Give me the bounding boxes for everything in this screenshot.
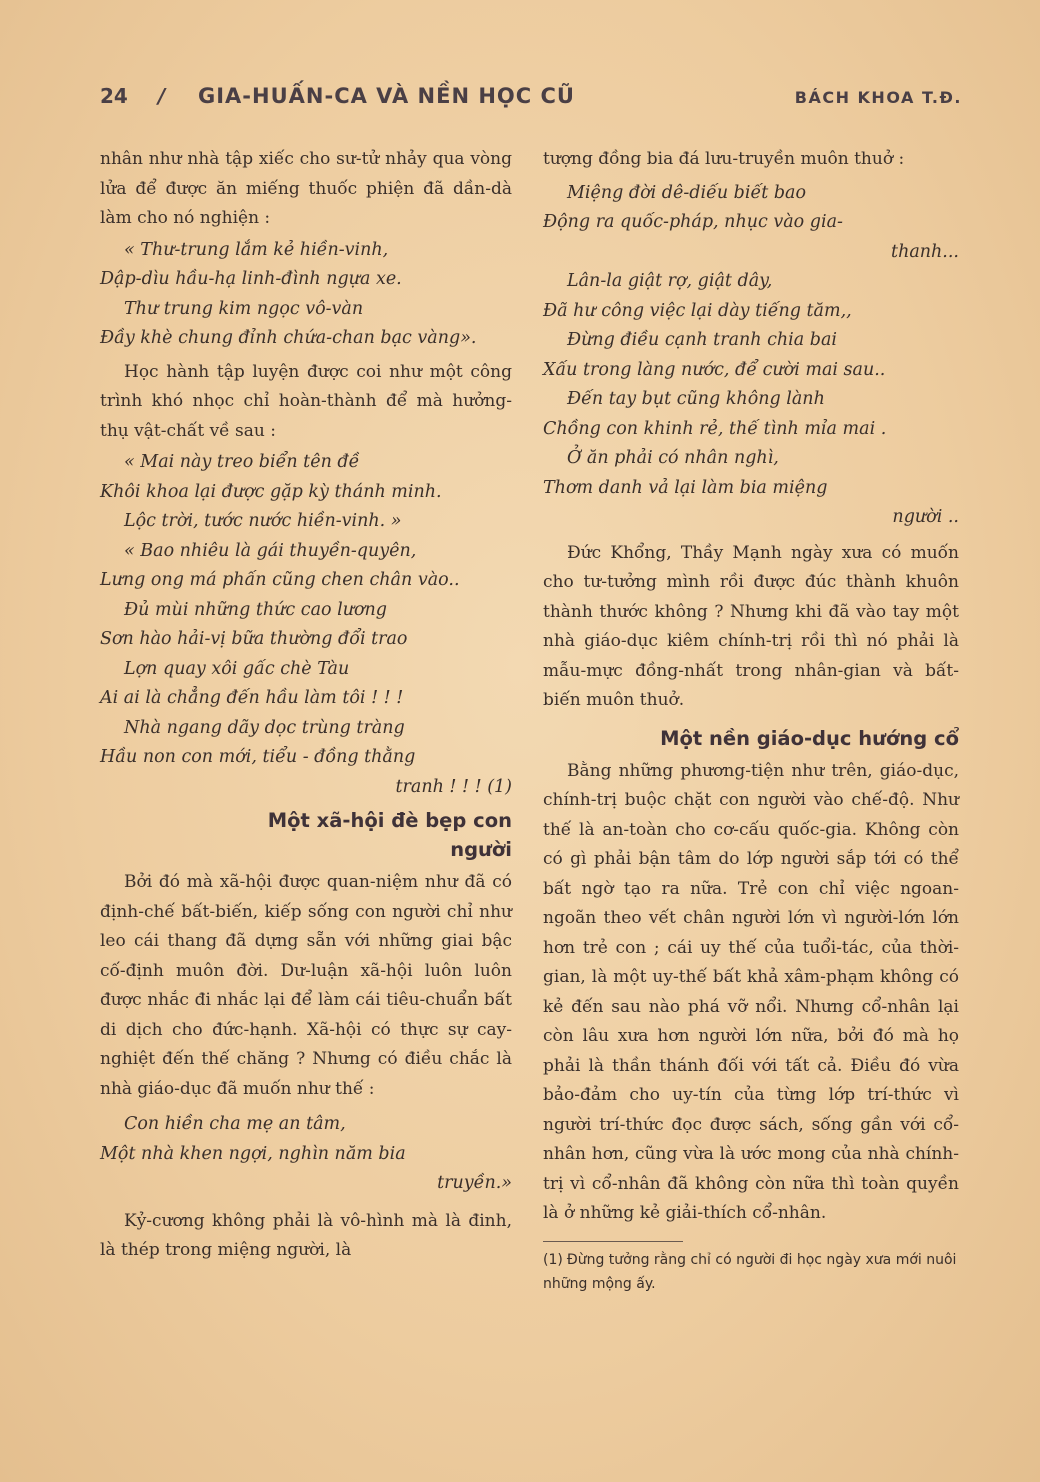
verse-line: Lộc trời, tước nước hiền-vinh. » bbox=[124, 511, 402, 531]
left-column bbox=[100, 145, 512, 1266]
verse-line: « Bao nhiêu là gái thuyền-quyên, bbox=[124, 540, 417, 561]
article-title: GIA-HUẤN-CA VÀ NỀN HỌC CŨ bbox=[198, 84, 575, 108]
verse-line: Ai ai là chẳng đến hầu làm tôi ! ! ! bbox=[100, 688, 404, 708]
verse-block bbox=[100, 448, 512, 802]
verse-line: thanh... bbox=[891, 241, 959, 262]
verse-line: Chồng con khinh rẻ, thế tình mỉa mai . bbox=[543, 418, 887, 439]
verse-line: Xấu trong làng nước, để cười mai sau.. bbox=[543, 359, 886, 380]
verse-line: Đã hư công việc lại dày tiếng tăm,, bbox=[543, 300, 852, 321]
verse-line: Miệng đời dê-diếu biết bao bbox=[567, 182, 807, 203]
verse-line: Nhà ngang dãy dọc trùng tràng bbox=[124, 717, 405, 738]
verse-line: « Mai này treo biển tên đề bbox=[124, 452, 360, 472]
verse-line: Ở ăn phải có nhân nghì, bbox=[567, 448, 779, 468]
verse-line: Thư trung kim ngọc vô-vàn bbox=[124, 298, 364, 319]
verse-line: Lợn quay xôi gấc chè Tàu bbox=[124, 658, 350, 679]
verse-block bbox=[100, 236, 512, 354]
paragraph: tượng đồng bia đá lưu-truyền muôn thuở : bbox=[543, 149, 905, 169]
paragraph: Bằng những phương-tiện như trên, giáo-dục, chính-trị buộc chặt con người vào chế-độ. Như thế là an-toàn cho cơ-cấu quốc-gia. Không còn có gì phải bận tâm do lớp người sắp tới có thể bất ngờ tạo ra nữa. Trẻ con chỉ việc ngoan-ngoãn theo vết chân người lớn vì người-lớn lớn hơn trẻ con ; cái uy thế của tuổi-tác, của thời-gian, là một uy-thế bất khả xâm-phạm không có kẻ đến sau nào phá vỡ nổi. Nhưng cổ-nhân lại còn lâu xưa hơn người lớn nữa, bởi đó mà họ phải là thần thánh đối với tất cả. Điều đó vừa bảo-đảm cho uy-tín của từng lớp trí-thức vì người trí-thức đọc được sách, sống gần với cổ-nhân hơn, cũng vừa là ước mong của nhà chính-trị vì cổ-nhân đã không còn nữa thì toàn quyền là ở những kẻ giải-thích cổ-nhân. bbox=[543, 760, 959, 1223]
footnote-text: Đừng tưởng rằng chỉ có người đi học ngày xưa mới nuôi những mộng ấy. bbox=[543, 1251, 957, 1292]
paragraph: Học hành tập luyện được coi như một công trình khó nhọc chỉ hoàn-thành để mà hưởng-thụ vật-chất về sau : bbox=[100, 361, 512, 441]
publication-name: BÁCH KHOA T.Đ. bbox=[794, 88, 962, 107]
paragraph: Đức Khổng, Thầy Mạnh ngày xưa có muốn cho tư-tưởng mình rồi được đúc thành khuôn thành thước không ? Nhưng khi đã vào tay một nhà giáo-dục kiêm chính-trị rồi thì nó phải là mẫu-mực đồng-nhất trong nhân-gian và bất-biến muôn thuở. bbox=[543, 542, 959, 710]
verse-line: Thơm danh vả lại làm bia miệng bbox=[543, 477, 828, 498]
verse-line: tranh ! ! ! (1) bbox=[395, 776, 512, 797]
verse-line: Lân-la giật rợ, giật dây, bbox=[567, 271, 773, 291]
verse-line: « Thư-trung lắm kẻ hiền-vinh, bbox=[124, 239, 389, 260]
running-header bbox=[100, 84, 962, 114]
verse-block bbox=[100, 1110, 512, 1199]
page-number: 24 bbox=[100, 84, 128, 108]
right-column bbox=[543, 145, 959, 1296]
paragraph: Kỷ-cương không phải là vô-hình mà là đinh, là thép trong miệng người, là bbox=[100, 1210, 512, 1260]
section-heading: Một nền giáo-dục hướng cổ bbox=[660, 726, 959, 750]
verse-line: Dập-dìu hầu-hạ linh-đình ngựa xe. bbox=[100, 269, 402, 289]
verse-line: người .. bbox=[892, 507, 959, 527]
verse-line: Hầu non con mới, tiểu - đồng thằng bbox=[100, 747, 416, 767]
verse-line: Đừng điều cạnh tranh chia bai bbox=[567, 330, 838, 350]
section-heading: Một xã-hội đè bẹp con người bbox=[267, 809, 512, 861]
verse-line: Đầy khè chung đỉnh chứa-chan bạc vàng». bbox=[100, 328, 477, 348]
paragraph: Bởi đó mà xã-hội được quan-niệm như đã có định-chế bất-biến, kiếp sống con người chỉ như leo cái thang đã dựng sẵn với những giai bậc cố-định muôn đời. Dư-luận xã-hội luôn luôn được nhắc đi nhắc lại để làm cái tiêu-chuẩn bất di dịch cho đức-hạnh. Xã-hội có thực sự cay-nghiệt đến thế chăng ? Nhưng có điều chắc là nhà giáo-dục đã muốn như thế : bbox=[100, 872, 512, 1099]
footnote-marker: (1) bbox=[543, 1251, 563, 1268]
paragraph: nhân như nhà tập xiếc cho sư-tử nhảy qua vòng lửa để được ăn miếng thuốc phiện đã dần-dà làm cho nó nghiện : bbox=[100, 149, 512, 228]
verse-block bbox=[543, 179, 959, 533]
verse-line: truyền.» bbox=[437, 1173, 512, 1193]
header-separator: / bbox=[158, 84, 166, 108]
verse-line: Động ra quốc-pháp, nhục vào gia- bbox=[543, 212, 843, 232]
verse-line: Lưng ong má phấn cũng chen chân vào.. bbox=[100, 570, 460, 590]
verse-line: Đến tay bụt cũng không lành bbox=[567, 389, 825, 409]
verse-line: Khôi khoa lại được gặp kỳ thánh minh. bbox=[100, 481, 442, 502]
verse-line: Sơn hào hải-vị bữa thường đổi trao bbox=[100, 629, 408, 649]
verse-line: Đủ mùi những thức cao lương bbox=[124, 599, 387, 620]
footnote bbox=[543, 1248, 959, 1296]
verse-line: Con hiền cha mẹ an tâm, bbox=[124, 1114, 346, 1134]
verse-line: Một nhà khen ngợi, nghìn năm bia bbox=[100, 1143, 406, 1164]
footnote-divider bbox=[543, 1241, 683, 1242]
